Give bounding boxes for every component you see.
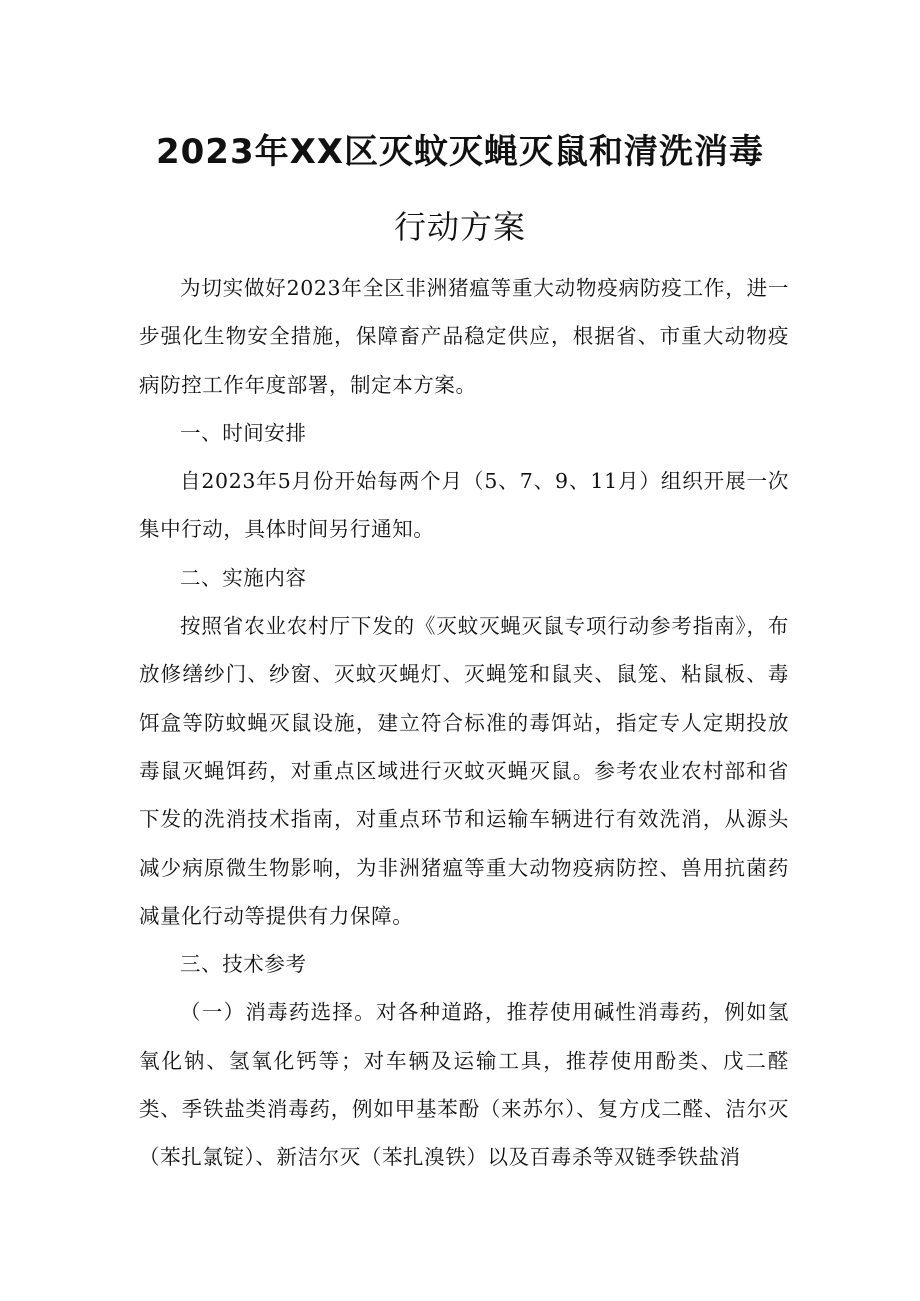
content-paragraph: 按照省农业农村厅下发的《灭蚊灭蝇灭鼠专项行动参考指南》，布放修缮纱门、纱窗、灭蚊灭蝇灯、灭蝇笼和鼠夹、鼠笼、粘鼠板、毒饵盒等防蚊蝇灭鼠设施，建立符合标准的毒饵站，指定专人定期投放毒鼠灭蝇饵药，对重点区域进行灭蚊灭蝇灭鼠。参考农业农村部和省下发的洗消技术指南，对重点环节和运输车辆进行有效洗消，从源头减少病原微生物影响，为非洲猪瘟等重大动物疫病防控、兽用抗菌药减量化行动等提供有力保障。 [139,614,789,928]
section-heading-technical: 三、技术参考 [180,952,307,977]
section-heading-schedule: 一、时间安排 [180,420,307,445]
document-title-line2: 行动方案 [393,208,526,246]
section-heading-content: 二、实施内容 [180,565,307,590]
document-title-line1: 2023年XX区灭蚊灭蝇灭鼠和清洗消毒 [155,132,765,172]
document-body [139,264,789,1182]
schedule-paragraph: 自2023年5月份开始每两个月（5、7、9、11月）组织开展一次集中行动，具体时间另行通知。 [139,469,789,542]
intro-paragraph: 为切实做好2023年全区非洲猪瘟等重大动物疫病防疫工作，进一步强化生物安全措施，保障畜产品稳定供应，根据省、市重大动物疫病防控工作年度部署，制定本方案。 [139,276,789,397]
technical-paragraph: （一）消毒药选择。对各种道路，推荐使用碱性消毒药，例如氢氧化钠、氢氧化钙等；对车辆及运输工具，推荐使用酚类、戊二醛类、季铁盐类消毒药，例如甲基苯酚（来苏尔）、复方戊二醛、洁尔灭（苯扎氯锭）、新洁尔灭（苯扎溴铁）以及百毒杀等双链季铁盐消 [139,1000,789,1170]
